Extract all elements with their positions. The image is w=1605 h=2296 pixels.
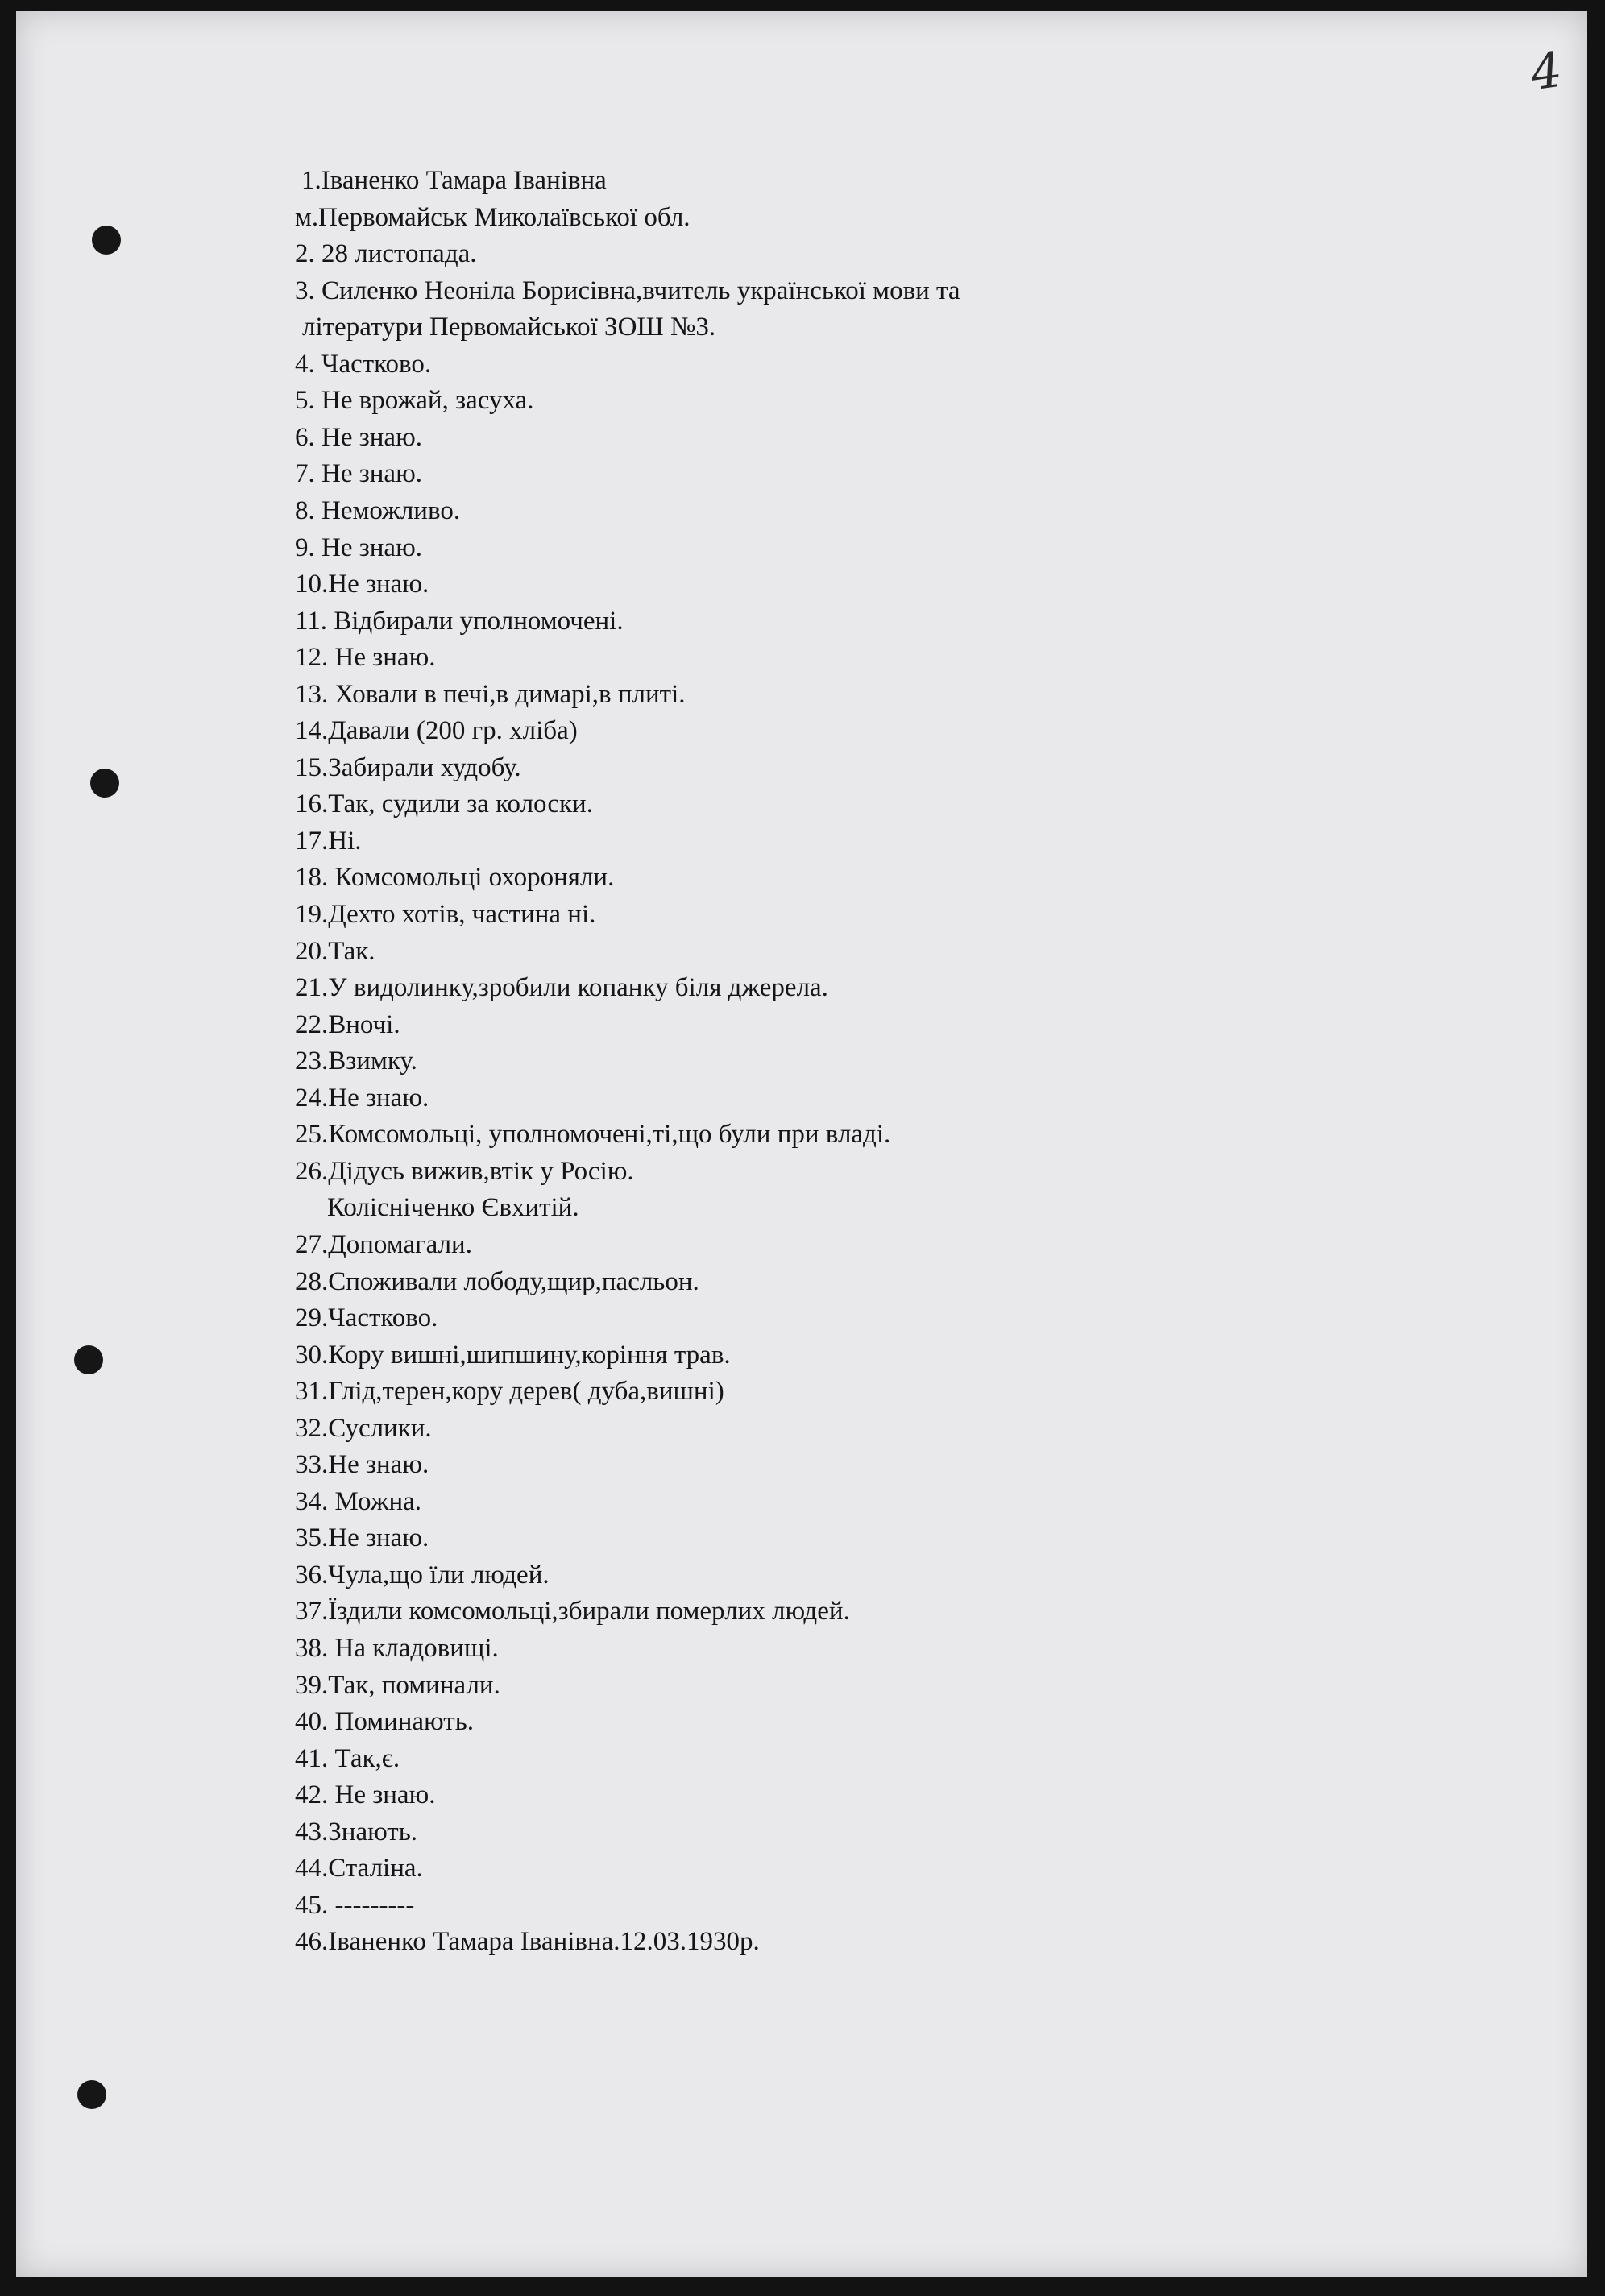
text-line: 24.Не знаю. — [295, 1084, 429, 1113]
text-line: 16.Так, судили за колоски. — [295, 790, 593, 819]
text-line: м.Первомайськ Миколаївської обл. — [295, 203, 691, 232]
text-line: 4. Частково. — [295, 350, 432, 379]
text-line: 21.У видолинку,зробили копанку біля джерела. — [295, 973, 828, 1002]
text-line: 36.Чула,що їли людей. — [295, 1560, 550, 1589]
text-line: 39.Так, поминали. — [295, 1671, 500, 1700]
text-line: 10.Не знаю. — [295, 570, 429, 599]
text-line: 29.Частково. — [295, 1303, 438, 1332]
text-line: 44.Сталіна. — [295, 1854, 423, 1883]
text-line: 5. Не врожай, засуха. — [295, 386, 534, 415]
text-line: 38. На кладовищі. — [295, 1634, 499, 1663]
text-line: 46.Іваненко Тамара Іванівна.12.03.1930р. — [295, 1927, 760, 1956]
text-line: 31.Глід,терен,кору дерев( дуба,вишні) — [295, 1377, 724, 1406]
text-line: 15.Забирали худобу. — [295, 753, 521, 782]
text-line: 42. Не знаю. — [295, 1780, 436, 1809]
text-line: 35.Не знаю. — [295, 1523, 429, 1552]
punch-hole — [92, 226, 121, 255]
text-line: 37.Їздили комсомольці,збирали померлих людей. — [295, 1597, 850, 1626]
text-line: 33.Не знаю. — [295, 1450, 429, 1479]
text-line: 8. Неможливо. — [295, 496, 461, 525]
text-line: 14.Давали (200 гр. хліба) — [295, 716, 578, 745]
text-line: 13. Ховали в печі,в димарі,в плиті. — [295, 680, 686, 709]
text-line: 18. Комсомольці охороняли. — [295, 863, 615, 892]
text-line: 17.Ні. — [295, 827, 362, 856]
text-line: 45. --------- — [295, 1891, 415, 1920]
text-line: 34. Можна. — [295, 1487, 422, 1516]
punch-hole — [77, 2080, 106, 2109]
text-line: 23.Взимку. — [295, 1046, 417, 1075]
punch-hole — [74, 1345, 103, 1374]
text-line: 41. Так,є. — [295, 1744, 400, 1773]
text-line: 6. Не знаю. — [295, 423, 422, 452]
text-line: літератури Первомайської ЗОШ №3. — [302, 313, 716, 342]
text-line: 25.Комсомольці, уполномочені,ті,що були при владі. — [295, 1120, 891, 1149]
text-line: 22.Вночі. — [295, 1010, 400, 1039]
text-line: 1.Іваненко Тамара Іванівна — [301, 166, 607, 195]
text-line: 19.Дехто хотів, частина ні. — [295, 900, 596, 929]
text-line: 28.Споживали лободу,щир,пасльон. — [295, 1267, 699, 1296]
text-line: 43.Знають. — [295, 1817, 418, 1846]
text-line: 3. Силенко Неоніла Борисівна,вчитель української мови та — [295, 276, 960, 305]
handwritten-page-number: 4 — [1527, 41, 1566, 102]
text-line: 11. Відбирали уполномочені. — [295, 607, 624, 636]
text-line: 32.Суслики. — [295, 1414, 432, 1443]
text-line: Колісніченко Євхитій. — [327, 1193, 579, 1222]
text-line: 20.Так. — [295, 937, 375, 966]
text-line: 7. Не знаю. — [295, 459, 422, 488]
text-line: 9. Не знаю. — [295, 533, 422, 562]
text-line: 12. Не знаю. — [295, 643, 436, 672]
punch-hole — [90, 769, 119, 798]
text-line: 30.Кору вишні,шипшину,коріння трав. — [295, 1341, 731, 1370]
text-line: 27.Допомагали. — [295, 1230, 472, 1259]
text-line: 40. Поминають. — [295, 1707, 474, 1736]
text-line: 26.Дідусь вижив,втік у Росію. — [295, 1157, 634, 1186]
document-page — [16, 11, 1587, 2277]
text-line: 2. 28 листопада. — [295, 239, 477, 268]
